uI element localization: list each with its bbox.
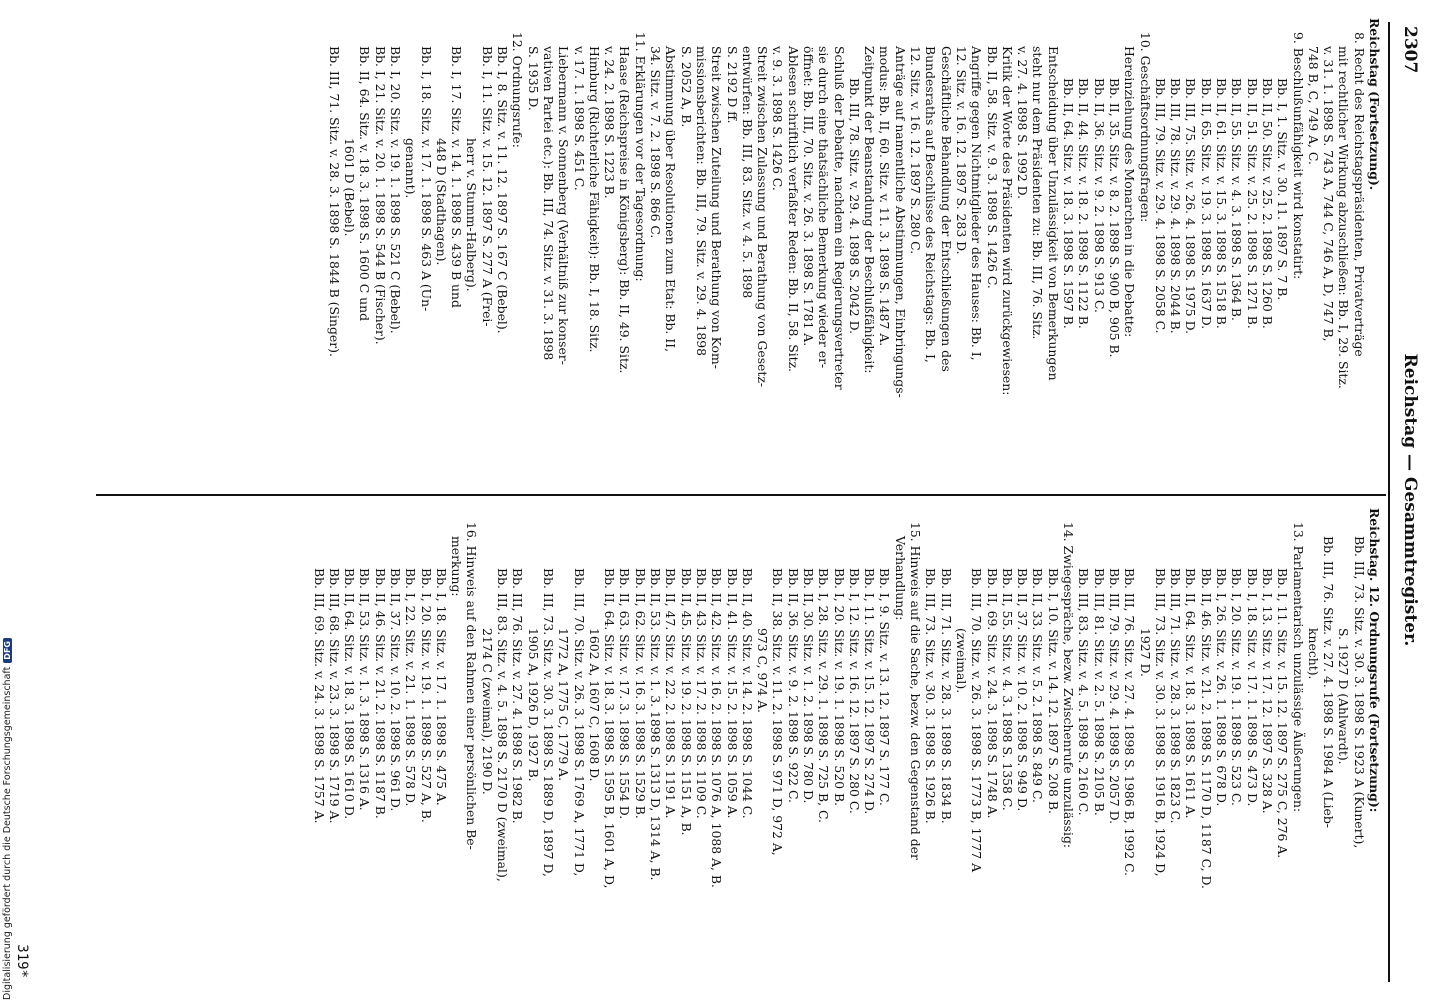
register-entry-line: Bb. I, 8. Sitz. v. 11. 12. 1897 S. 167 C (Bebel).	[495, 46, 511, 334]
register-entry-line: 10. Geschäftsordnungsfragen:	[1137, 32, 1153, 223]
register-entry-line: Bb. II, 64. Sitz. v. 18. 3. 1898 S. 1600 C und	[357, 46, 373, 322]
register-entry-line: 14. Zwiegespräche, bezw. Zwischenrufe unzulässig:	[1061, 522, 1077, 849]
register-entry-line: Bb. I, 26. Sitz. v. 26. 1. 1898 S. 678 D.	[1214, 568, 1230, 807]
register-entry-line: 12. Sitz. v. 16. 12. 1897 S. 280 C.	[908, 46, 924, 255]
register-entry-line: Himburg (Richterliche Fähigkeit): Bb. I, 18. Sitz.	[586, 46, 602, 353]
register-entry-line: Bb. I, 28. Sitz. v. 29. 1. 1898 S. 725 B, C.	[816, 568, 832, 823]
register-entry-line: steht nur dem Präsidenten zu: Bb. III, 76. Sitz.	[1030, 46, 1046, 340]
register-entry-line: Bb. I, 17. Sitz. v. 14. 1. 1898 S. 439 B und	[449, 46, 465, 308]
register-entry-line: Ablesen schriftlich verfaßter Reden: Bb. II, 58. Sitz.	[785, 46, 801, 373]
register-entry-line: Geschäftliche Behandlung der Entschließungen des	[938, 46, 954, 372]
register-entry-line: Bb. III, 70. Sitz. v. 26. 3. 1898 S. 1769 A, 1771 D,	[571, 568, 587, 877]
register-entry-line: Reichstag. 12. Ordnungsrufe (Fortsetzung):	[1367, 508, 1382, 813]
register-entry-line: missionsberichten: Bb. III, 79. Sitz. v. 29. 4. 1898	[693, 46, 709, 356]
register-entry-line: Bb. II, 47. Sitz. v. 22. 2. 1898 S. 1191 A.	[663, 568, 679, 819]
register-entry-line: Bb. I, 10. Sitz. v. 14. 12. 1897 S. 208 B.	[1045, 568, 1061, 814]
register-entry-line: Bb. I, 20. Sitz. v. 19. 1. 1898 S. 521 C (Bebel).	[388, 46, 403, 334]
register-entry-line: knecht).	[1305, 628, 1321, 680]
register-entry-line: Bb. II, 41. Sitz. v. 15. 2. 1898 S. 1059 A.	[724, 568, 740, 819]
register-entry-line: Bb. II, 64. Sitz. v. 18. 3. 1898 S. 1610 D.	[342, 568, 358, 820]
register-entry-line: Bb. III, 73. Sitz. v. 30. 3. 1898 S. 1889 D, 1897 D,	[540, 568, 556, 877]
register-entry-line: Bb. III, 78. Sitz. v. 29. 4. 1898 S. 2044 B.	[1168, 78, 1184, 334]
register-entry-line: Entscheidung über Unzulässigkeit von Bemerkungen	[1045, 46, 1061, 381]
register-entry-line: Bb. III, 71. Sitz. v. 28. 3. 1898 S. 1844 B (Singer).	[326, 46, 342, 357]
register-entry-line: Bb. II, 30. Sitz. v. 1. 2. 1898 S. 780 D.	[801, 568, 817, 804]
register-entry-line: Bb. III, 68. Sitz. v. 23. 3. 1898 S. 1719 A.	[326, 568, 342, 824]
register-entry-line: vativen Partei etc.): Bb. III, 74. Sitz. v. 31. 3. 1898	[540, 46, 556, 361]
register-entry-line: Bb. I, 13. Sitz. v. 17. 12. 1897 S. 328 A.	[1259, 568, 1275, 814]
register-entry-line: v. 24. 2. 1898 S. 1223 B.	[602, 46, 618, 199]
register-entry-line: Bb. III, 78. Sitz. v. 29. 4. 1898 S. 2042 D.	[846, 78, 862, 335]
register-entry-line: Bb. II, 37. Sitz. v. 10. 2. 1898 S. 961 D.	[388, 568, 403, 812]
register-entry-line: 16. Hinweis auf den Rahmen einer persönlichen Be-	[464, 522, 480, 850]
register-entry-line: Bb. III, 76. Sitz. v. 27. 4. 1898 S. 1984 A (Lieb-	[1321, 536, 1337, 828]
register-entry-line: Bb. II, 63. Sitz. v. 17. 3. 1898 S. 1554 D.	[617, 568, 633, 820]
register-entry-line: S. 2052 A, B.	[678, 46, 694, 128]
register-entry-line: (zweimal).	[953, 628, 969, 694]
register-entry-line: Bb. I, 18. Sitz. v. 17. 1. 1898 S. 475 A.	[433, 568, 449, 806]
register-entry-line: 12. Ordnungsrufe:	[510, 32, 526, 148]
register-entry-line: Bb. I, 1. Sitz. v. 30. 11. 1897 S. 7 B.	[1275, 78, 1291, 301]
register-entry-line: S. 2192 D ff.	[724, 46, 740, 124]
register-entry-line: Bb. III, 71. Sitz. v. 28. 3. 1898 S. 1834 B.	[938, 568, 954, 824]
register-entry-line: 34. Sitz. v. 7. 2. 1898 S. 866 C.	[648, 46, 664, 239]
register-entry-line: 8. Recht des Reichstagspräsidenten, Privatverträge	[1351, 32, 1367, 357]
register-entry-line: Bb. III, 76. Sitz. v. 27. 4. 1898 S. 1986 B, 1992 C.	[1122, 568, 1138, 877]
register-entry-line: Schluß der Debatte, nachdem ein Regierungsvertreter	[831, 46, 847, 390]
register-entry-line: mit rechtlicher Wirkung abzuschließen: Bb. I, 29. Sitz.	[1336, 46, 1352, 389]
register-entry-line: 11. Erklärungen vor der Tagesordnung:	[632, 32, 648, 282]
register-entry-line: herr v. Stumm-Halberg).	[464, 138, 480, 292]
register-entry-line: 1905 A, 1926 D, 1927 B.	[525, 628, 541, 782]
register-entry-line: Bb. II, 37. Sitz. v. 10. 2. 1898 S. 949 D.	[1015, 568, 1031, 812]
register-entry-line: Bb. II, 53. Sitz. v. 1. 3. 1898 S. 1316 A.	[357, 568, 373, 811]
register-entry-line: Anträge auf namentliche Abstimmungen, Einbringungs-	[892, 46, 908, 398]
register-entry-line: Bb. II, 62. Sitz. v. 16. 3. 1898 S. 1529 B.	[632, 568, 648, 819]
register-entry-line: 9. Beschlußunfähigkeit wird konstatirt:	[1290, 32, 1306, 280]
register-entry-line: entwürfen: Bb. III, 83. Sitz. v. 4. 5. 1898	[739, 46, 755, 299]
register-entry-line: Bb. I, 12. Sitz. v. 16. 12. 1897 S. 280 C.	[846, 568, 862, 814]
register-entry-line: Hereinziehung des Monarchen in die Debatte:	[1122, 46, 1138, 338]
register-entry-line: Bb. II, 33. Sitz. v. 5. 2. 1898 S. 849 C.	[1030, 568, 1046, 803]
register-entry-line: Bb. I, 20. Sitz. v. 19. 1. 1898 S. 523 C.	[1229, 568, 1245, 806]
register-entry-line: Bb. III, 69. Sitz. v. 24. 3. 1898 S. 1757 A.	[311, 568, 327, 824]
register-entry-line: v. 9. 3. 1898 S. 1426 C.	[770, 46, 786, 191]
register-entry-line: Verhandlung:	[892, 536, 908, 621]
register-entry-line: Bb. III, 73. Sitz. v. 30. 3. 1898 S. 1916 B, 1924 D,	[1152, 568, 1168, 877]
register-entry-line: Bb. I, 20. Sitz. v. 19. 1. 1898 S. 527 A, B.	[418, 568, 434, 823]
register-entry-line: 448 D (Stadthagen).	[433, 138, 449, 266]
register-entry-line: 12. Sitz. v. 16. 12. 1897 S. 283 D.	[953, 46, 969, 255]
register-entry-line: Bb. II, 51. Sitz. v. 25. 2. 1898 S. 1271 B.	[1244, 78, 1260, 329]
register-entry-line: 2174 C (zweimal), 2190 D.	[479, 628, 495, 795]
register-entry-line: v. 27. 4. 1898 S. 1992 D.	[1015, 46, 1031, 200]
register-entry-line: 15. Hinweis auf die Sache, bezw. den Gegenstand der	[908, 522, 924, 860]
register-entry-line: 1772 A, 1775 C, 1779 A.	[556, 628, 572, 782]
register-entry-line: Bb. II, 58. Sitz. v. 9. 3. 1898 S. 1426 C.	[984, 46, 1000, 289]
register-entry-line: Bb. II, 43. Sitz. v. 17. 2. 1898 S. 1109 C.	[693, 568, 709, 819]
register-entry-line: Bb. I, 11. Sitz. v. 15. 12. 1897 S. 275 C, 276 A.	[1275, 568, 1291, 859]
register-entry-line: Haase (Reichspreise in Königsberg): Bb. II, 49. Sitz.	[617, 46, 633, 374]
column-divider	[96, 494, 1386, 496]
register-entry-line: Bb. I, 11. Sitz. v. 15. 12. 1897 S. 274 D.	[862, 568, 878, 815]
register-entry-line: Streit zwischen Zulassung und Berathung von Gesetz-	[755, 46, 771, 388]
register-entry-line: Bb. II, 46. Sitz. v. 21. 2. 1898 S. 1187 B.	[372, 568, 388, 819]
register-entry-line: Angriffe gegen Nichtmitglieder des Hauses: Bb. I,	[969, 46, 985, 361]
header-rule	[1388, 22, 1390, 982]
register-entry-line: Bb. II, 55. Sitz. v. 4. 3. 1898 S. 1358 C.	[999, 568, 1015, 811]
register-entry-line: Bb. III, 71. Sitz. v. 28. 3. 1898 S. 1823 C.	[1168, 568, 1184, 824]
register-entry-line: 13. Parlamentarisch unzulässige Äußerungen:	[1290, 522, 1306, 813]
register-entry-line: Bb. III, 81. Sitz. v. 2. 5. 1898 S. 2105 B.	[1091, 568, 1107, 816]
register-entry-line: Bb. II, 64. Sitz. v. 18. 3. 1898 S. 1611 A.	[1183, 568, 1199, 819]
register-entry-line: Streit zwischen Zuteilung und Berathung von Kom-	[709, 46, 725, 369]
register-entry-line: v. 17. 1. 1898 S. 451 C.	[571, 46, 587, 191]
register-entry-line: sie durch eine thatsächliche Bemerkung wieder er-	[816, 46, 832, 369]
register-entry-line: Bb. II, 45. Sitz. v. 19. 2. 1898 S. 1151 A, B.	[678, 568, 694, 836]
register-entry-line: Liebermann v. Sonnenberg (Verhältniß zur konser-	[556, 46, 572, 365]
register-entry-line: Bb. II, 50. Sitz. v. 25. 2. 1898 S. 1260 B.	[1259, 78, 1275, 329]
register-entry-line: 1602 A, 1607 C, 1608 D.	[586, 628, 602, 782]
register-entry-line: Bb. II, 36. Sitz. v. 9. 2. 1898 S. 922 C.	[785, 568, 801, 803]
register-entry-line: S. 1927 D (Ahlwardt).	[1336, 628, 1352, 765]
header-title: Reichstag — Gesammtregister.	[1400, 353, 1420, 647]
register-entry-line: Bb. II, 46. Sitz. v. 21. 2. 1898 S. 1170 D, 1187 C, D.	[1198, 568, 1214, 889]
register-entry-line: Bb. II, 65. Sitz. v. 19. 3. 1898 S. 1637 D.	[1198, 78, 1214, 330]
register-entry-line: 973 C, 974 A.	[755, 628, 771, 713]
register-entry-line: Bb. III, 73. Sitz. v. 30. 3. 1898 S. 1926 B.	[923, 568, 939, 824]
register-entry-line: Bb. II, 69. Sitz. v. 24. 3. 1898 S. 1748 A.	[984, 568, 1000, 819]
register-entry-line: Bb. II, 64. Sitz. v. 18. 3. 1898 S. 1595 B, 1601 A, D,	[602, 568, 618, 889]
register-entry-line: genannt).	[403, 138, 419, 199]
register-entry-line: Bb. I, 20. Sitz. v. 19. 1. 1898 S. 520 B.	[831, 568, 847, 807]
dfg-logo: DFG	[3, 638, 12, 663]
register-entry-line: Kritik der Worte des Präsidenten wird zurückgewiesen:	[999, 46, 1015, 396]
register-entry-line: Bb. II, 40. Sitz. v. 14. 2. 1898 S. 1044 C.	[739, 568, 755, 819]
register-entry-line: Bb. I, 9. Sitz. v. 13. 12. 1897 S. 177 C.	[877, 568, 893, 806]
right-column	[311, 508, 1382, 978]
register-entry-line: Bb. III, 79. Sitz. v. 29. 4. 1898 S. 2057 D.	[1106, 568, 1122, 825]
register-entry-line: Zeitpunkt der Beanstandung der Beschlußfähigkeit:	[862, 46, 878, 374]
register-entry-line: Bb. II, 35. Sitz. v. 8. 2. 1898 S. 900 B, 905 B.	[1106, 78, 1122, 358]
register-entry-line: 1927 D.	[1137, 628, 1153, 677]
digitization-imprint	[2, 610, 13, 1000]
register-entry-line: Bb. I, 21. Sitz. v. 20. 1. 1898 S. 544 B (Fischer).	[372, 46, 388, 345]
register-entry-line: Bb. II, 38. Sitz. v. 11. 2. 1898 S. 971 D, 972 A,	[770, 568, 786, 856]
page-footer-number: 319*	[14, 944, 30, 978]
register-entry-line: Bb. III, 70. Sitz. v. 26. 3. 1898 S. 1773 B, 1777 A	[969, 568, 985, 873]
register-entry-line: Bb. II, 53. Sitz. v. 1. 3. 1898 S. 1313 D, 1314 A, B.	[648, 568, 664, 881]
left-column	[327, 18, 1382, 480]
register-entry-line: 1601 D (Bebel).	[342, 138, 358, 237]
register-entry-line: Abstimmung über Resolutionen zum Etat: Bb. II,	[663, 46, 679, 353]
register-entry-line: Bb. II, 61. Sitz. v. 15. 3. 1898 S. 1518 B.	[1214, 78, 1230, 329]
register-entry-line: Bb. II, 64. Sitz. v. 18. 3. 1898 S. 1597 B.	[1061, 78, 1077, 329]
imprint-text: Digitalisierung gefördert durch die Deutsche Forschungsgemeinschaft	[2, 666, 13, 1000]
register-entry-line: Reichstag (Fortsetzung).	[1367, 18, 1382, 191]
register-entry-line: Bb. III, 83. Sitz. v. 4. 5. 1898 S. 2170 D (zweimal),	[495, 568, 511, 882]
register-entry-line: Bb. I, 18. Sitz. v. 17. 1. 1898 S. 473 D.	[1244, 568, 1260, 807]
register-entry-line: Bb. III, 83. Sitz. v. 4. 5. 1898 S. 2160 C.	[1076, 568, 1092, 816]
register-entry-line: öffnet: Bb. III, 70. Sitz. v. 26. 3. 1898 S. 1781 A.	[801, 46, 817, 347]
register-entry-line: Bb. III, 73. Sitz. v. 30. 3. 1898 S. 1923 A (Kunert),	[1351, 536, 1367, 849]
register-entry-line: 748 B, C, 749 A, C.	[1305, 46, 1321, 165]
register-entry-line: Bb. III, 76. Sitz. v. 27. 4. 1898 S. 1982 B.	[510, 568, 526, 824]
header-page-number: 2307	[1400, 26, 1420, 74]
register-entry-line: Bundesraths auf Beschlüsse des Reichstags: Bb. I,	[923, 46, 939, 363]
register-entry-line: v. 31. 1. 1898 S. 743 A, 744 C, 746 A, D, 747 B,	[1321, 46, 1337, 342]
register-entry-line: modus: Bb. II, 60. Sitz. v. 11. 3. 1898 S. 1487 A.	[877, 46, 893, 347]
register-entry-line: Bb. I, 18. Sitz. v. 17. 1. 1898 S. 463 A (Un-	[418, 46, 434, 312]
register-entry-line: Bb. II, 42. Sitz. v. 16. 2. 1898 S. 1076 A, 1088 A, B.	[709, 568, 725, 888]
register-entry-line: Bb. II, 44. Sitz. v. 18. 2. 1898 S. 1122 B.	[1076, 78, 1092, 329]
register-entry-line: Bb. III, 79. Sitz. v. 29. 4. 1898 S. 2058 C.	[1152, 78, 1168, 334]
register-entry-line: Bb. I, 22. Sitz. v. 21. 1. 1898 S. 578 D.	[403, 568, 419, 807]
register-entry-line: Bb. I, 11. Sitz. v. 15. 12. 1897 S. 277 A (Frei-	[479, 46, 495, 327]
register-entry-line: merkung:	[449, 536, 465, 597]
register-entry-line: Bb. II, 36. Sitz. v. 9. 2. 1898 S. 913 C.	[1091, 78, 1107, 313]
register-entry-line: Bb. III, 75. Sitz. v. 26. 4. 1898 S. 1975 D.	[1183, 78, 1199, 335]
register-entry-line: Bb. II, 55. Sitz. v. 4. 3. 1898 S. 1364 B.	[1229, 78, 1245, 321]
register-entry-line: S. 1935 D.	[525, 46, 541, 111]
